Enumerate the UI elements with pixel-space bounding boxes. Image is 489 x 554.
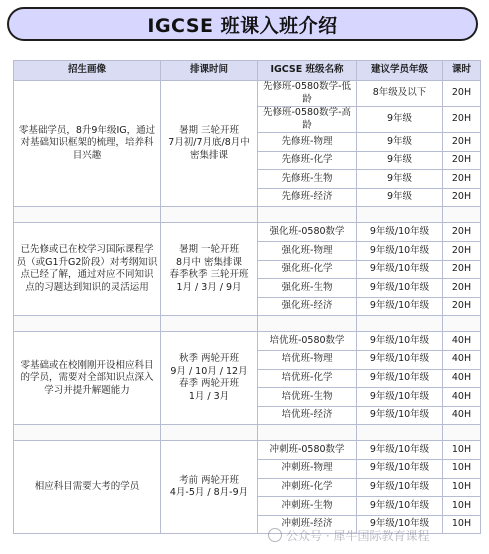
schedule-cell: 暑期 一轮开班 8月中 密集排课 春季秋季 三轮开班 1月 / 3月 / 9月: [161, 223, 258, 316]
hours-cell: 20H: [443, 107, 481, 133]
hours-cell: 10H: [443, 497, 481, 516]
header-schedule: 排课时间: [161, 61, 258, 81]
class-name-cell: 强化班-生物: [258, 279, 357, 298]
grade-cell: 9年级: [357, 170, 443, 189]
empty-cell: [357, 207, 443, 223]
grade-cell: 9年级/10年级: [357, 478, 443, 497]
hours-cell: 20H: [443, 81, 481, 107]
hours-cell: 20H: [443, 241, 481, 260]
grade-cell: 9年级/10年级: [357, 369, 443, 388]
class-name-cell: 培优班-生物: [258, 388, 357, 407]
class-name-cell: 培优班-物理: [258, 350, 357, 369]
class-name-cell: 冲刺班-生物: [258, 497, 357, 516]
hours-cell: 20H: [443, 133, 481, 152]
hours-cell: 20H: [443, 279, 481, 298]
class-name-cell: 冲刺班-化学: [258, 478, 357, 497]
empty-cell: [14, 207, 161, 223]
class-name-cell: 强化班-0580数学: [258, 223, 357, 242]
empty-cell: [258, 207, 357, 223]
class-name-cell: 培优班-化学: [258, 369, 357, 388]
watermark-text: 公众号 · 犀牛国际教育课程: [286, 528, 430, 543]
header-grade: 建议学员年级: [357, 61, 443, 81]
empty-cell: [258, 316, 357, 332]
hours-cell: 20H: [443, 223, 481, 242]
student-profile-cell: 已先修或已在校学习国际课程学员（或G1升G2阶段）对考纲知识点已经了解，通过对应不同知识点的习题达到知识的灵活运用: [14, 223, 161, 316]
class-name-cell: 先修班-经济: [258, 188, 357, 207]
grade-cell: 9年级: [357, 188, 443, 207]
schedule-cell: 考前 两轮开班 4月-5月 / 8月-9月: [161, 441, 258, 534]
hours-cell: 40H: [443, 332, 481, 351]
grade-cell: 9年级: [357, 107, 443, 133]
class-name-cell: 强化班-物理: [258, 241, 357, 260]
hours-cell: 20H: [443, 170, 481, 189]
hours-cell: 40H: [443, 406, 481, 425]
empty-cell: [14, 316, 161, 332]
table-header-row: [14, 61, 481, 81]
student-profile-cell: 零基础学员，8升9年级IG，通过对基础知识框架的梳理，培养科目兴趣: [14, 81, 161, 207]
class-name-cell: 先修班-化学: [258, 151, 357, 170]
group-separator-row: [14, 316, 481, 332]
schedule-cell: 暑期 三轮开班 7月初/7月底/8月中 密集排课: [161, 81, 258, 207]
header-hours: 课时: [443, 61, 481, 81]
title-banner: [7, 7, 478, 41]
group-separator-row: [14, 207, 481, 223]
empty-cell: [258, 425, 357, 441]
student-profile-cell: 零基础或在校刚刚开设相应科目的学员，需要对全部知识点深入学习并提升解题能力: [14, 332, 161, 425]
hours-cell: 40H: [443, 350, 481, 369]
empty-cell: [14, 425, 161, 441]
grade-cell: 9年级/10年级: [357, 459, 443, 478]
class-name-cell: 强化班-经济: [258, 297, 357, 316]
table-row: [14, 441, 481, 460]
schedule-cell: 秋季 两轮开班 9月 / 10月 / 12月 春季 两轮开班 1月 / 3月: [161, 332, 258, 425]
class-name-cell: 先修班-0580数学-低龄: [258, 81, 357, 107]
grade-cell: 9年级/10年级: [357, 497, 443, 516]
empty-cell: [357, 425, 443, 441]
grade-cell: 9年级/10年级: [357, 297, 443, 316]
empty-cell: [161, 425, 258, 441]
hours-cell: 20H: [443, 297, 481, 316]
grade-cell: 9年级/10年级: [357, 279, 443, 298]
hours-cell: 40H: [443, 369, 481, 388]
page-title: IGCSE 班课入班介绍: [147, 14, 338, 37]
table-body: [14, 81, 481, 534]
hours-cell: 20H: [443, 260, 481, 279]
class-name-cell: 先修班-0580数学-高龄: [258, 107, 357, 133]
table-row: [14, 81, 481, 107]
empty-cell: [443, 207, 481, 223]
grade-cell: 9年级/10年级: [357, 350, 443, 369]
class-name-cell: 培优班-0580数学: [258, 332, 357, 351]
header-profile: 招生画像: [14, 61, 161, 81]
group-separator-row: [14, 425, 481, 441]
header-class-name: IGCSE 班级名称: [258, 61, 357, 81]
table-row: [14, 223, 481, 242]
grade-cell: 9年级/10年级: [357, 223, 443, 242]
class-table: [13, 60, 481, 534]
hours-cell: 20H: [443, 188, 481, 207]
empty-cell: [357, 316, 443, 332]
grade-cell: 9年级: [357, 133, 443, 152]
grade-cell: 9年级/10年级: [357, 332, 443, 351]
hours-cell: 10H: [443, 515, 481, 534]
grade-cell: 9年级/10年级: [357, 388, 443, 407]
empty-cell: [443, 316, 481, 332]
hours-cell: 40H: [443, 388, 481, 407]
grade-cell: 9年级/10年级: [357, 406, 443, 425]
table-row: [14, 332, 481, 351]
grade-cell: 9年级/10年级: [357, 441, 443, 460]
hours-cell: 10H: [443, 478, 481, 497]
class-name-cell: 先修班-生物: [258, 170, 357, 189]
class-name-cell: 先修班-物理: [258, 133, 357, 152]
hours-cell: 10H: [443, 459, 481, 478]
empty-cell: [161, 316, 258, 332]
grade-cell: 9年级/10年级: [357, 515, 443, 534]
class-name-cell: 冲刺班-经济: [258, 515, 357, 534]
hours-cell: 20H: [443, 151, 481, 170]
empty-cell: [161, 207, 258, 223]
class-name-cell: 冲刺班-0580数学: [258, 441, 357, 460]
grade-cell: 9年级: [357, 151, 443, 170]
student-profile-cell: 相应科目需要大考的学员: [14, 441, 161, 534]
grade-cell: 9年级/10年级: [357, 241, 443, 260]
class-name-cell: 冲刺班-物理: [258, 459, 357, 478]
grade-cell: 8年级及以下: [357, 81, 443, 107]
grade-cell: 9年级/10年级: [357, 260, 443, 279]
class-name-cell: 培优班-经济: [258, 406, 357, 425]
class-name-cell: 强化班-化学: [258, 260, 357, 279]
empty-cell: [443, 425, 481, 441]
hours-cell: 10H: [443, 441, 481, 460]
